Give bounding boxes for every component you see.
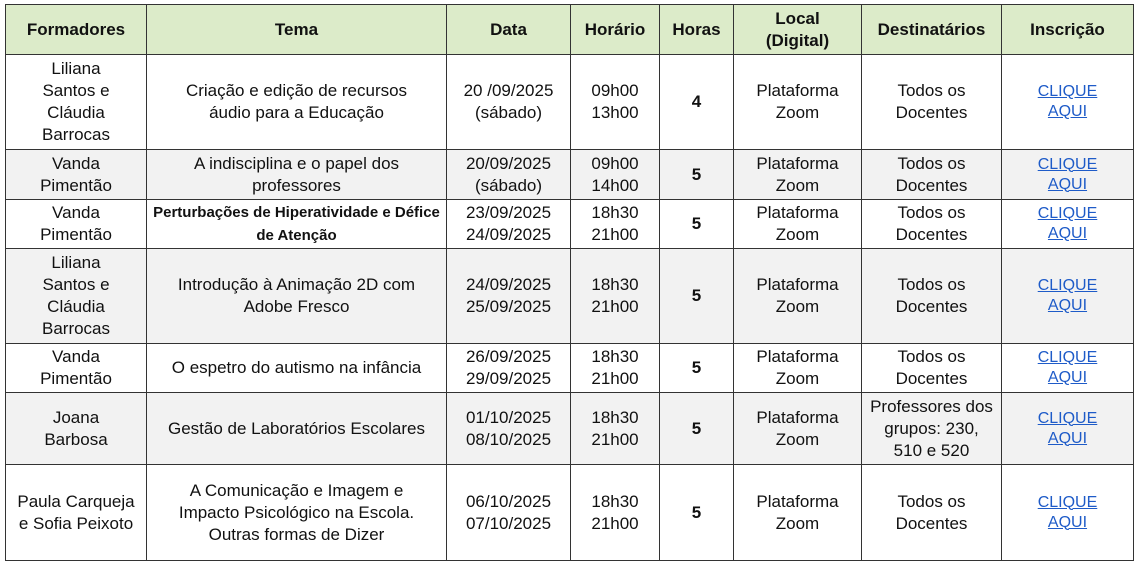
date-cell bbox=[447, 55, 571, 150]
location-cell: Plataforma Zoom bbox=[734, 150, 862, 200]
trainers-cell: Paula Carqueja e Sofia Peixoto bbox=[6, 465, 147, 561]
date-line1: 06/10/2025 bbox=[465, 491, 552, 511]
header-time: Horário bbox=[571, 5, 660, 55]
table-row bbox=[6, 393, 1134, 465]
signup-link[interactable] bbox=[1038, 493, 1098, 533]
time-cell bbox=[571, 465, 660, 561]
header-registration: Inscrição bbox=[1002, 5, 1134, 55]
signup-link-line2: AQUI bbox=[1047, 369, 1088, 386]
audience-cell: Todos os Docentes bbox=[862, 249, 1002, 344]
time-end: 21h00 bbox=[591, 429, 639, 449]
date-cell bbox=[447, 200, 571, 249]
date-line2: 29/09/2025 bbox=[465, 369, 552, 388]
header-audience: Destinatários bbox=[862, 5, 1002, 55]
theme-cell: A indisciplina e o papel dos professores bbox=[147, 150, 447, 200]
date-cell bbox=[447, 150, 571, 200]
theme-text: Perturbações de Hiperatividade e Défice de Atenção bbox=[153, 204, 440, 244]
time-start: 18h30 bbox=[591, 275, 639, 294]
hours-cell: 5 bbox=[660, 200, 734, 249]
time-cell bbox=[571, 55, 660, 150]
registration-cell bbox=[1002, 344, 1134, 393]
time-cell bbox=[571, 150, 660, 200]
time-cell bbox=[571, 249, 660, 344]
header-hours: Horas bbox=[660, 5, 734, 55]
table-row bbox=[6, 150, 1134, 200]
signup-link[interactable] bbox=[1038, 409, 1098, 449]
audience-cell: Todos os Docentes bbox=[862, 200, 1002, 249]
signup-link-line1: CLIQUE bbox=[1037, 409, 1098, 427]
date-line1: 23/09/2025 bbox=[465, 203, 552, 222]
hours-cell: 4 bbox=[660, 55, 734, 150]
header-location bbox=[734, 5, 862, 55]
date-line2: 07/10/2025 bbox=[465, 513, 552, 533]
date-cell bbox=[447, 393, 571, 465]
trainers-cell: Vanda Pimentão bbox=[6, 150, 147, 200]
audience-cell: Todos os Docentes bbox=[862, 55, 1002, 150]
date-cell bbox=[447, 465, 571, 561]
time-start: 18h30 bbox=[591, 407, 639, 427]
signup-link-line1: CLIQUE bbox=[1037, 205, 1098, 222]
header-row bbox=[6, 5, 1134, 55]
time-end: 13h00 bbox=[591, 103, 639, 122]
hours-cell: 5 bbox=[660, 150, 734, 200]
time-start: 09h00 bbox=[591, 153, 639, 173]
theme-cell: Gestão de Laboratórios Escolares bbox=[147, 393, 447, 465]
location-cell: Plataforma Zoom bbox=[734, 344, 862, 393]
audience-cell: Professores dos grupos: 230, 510 e 520 bbox=[862, 393, 1002, 465]
trainers-cell: Vanda Pimentão bbox=[6, 200, 147, 249]
signup-link[interactable] bbox=[1038, 348, 1098, 388]
audience-cell: Todos os Docentes bbox=[862, 344, 1002, 393]
date-line1: 20/09/2025 bbox=[465, 153, 552, 173]
signup-link[interactable] bbox=[1038, 276, 1098, 316]
date-line1: 01/10/2025 bbox=[465, 407, 552, 427]
header-location-line1: Local bbox=[775, 8, 820, 28]
date-line2: 25/09/2025 bbox=[465, 297, 552, 316]
trainers-cell: Joana Barbosa bbox=[6, 393, 147, 465]
signup-link[interactable] bbox=[1038, 155, 1098, 195]
table-row bbox=[6, 249, 1134, 344]
date-line1: 24/09/2025 bbox=[465, 275, 552, 294]
table-row bbox=[6, 200, 1134, 249]
training-schedule-table bbox=[5, 4, 1134, 561]
hours-cell: 5 bbox=[660, 465, 734, 561]
signup-link-line1: CLIQUE bbox=[1037, 83, 1098, 100]
signup-link[interactable] bbox=[1038, 82, 1098, 122]
date-line2: (sábado) bbox=[474, 103, 543, 122]
location-cell: Plataforma Zoom bbox=[734, 465, 862, 561]
audience-cell: Todos os Docentes bbox=[862, 465, 1002, 561]
time-end: 14h00 bbox=[591, 175, 639, 195]
registration-cell bbox=[1002, 249, 1134, 344]
time-start: 18h30 bbox=[591, 203, 639, 222]
time-start: 18h30 bbox=[591, 491, 639, 511]
header-theme: Tema bbox=[147, 5, 447, 55]
date-line2: 08/10/2025 bbox=[465, 429, 552, 449]
time-cell bbox=[571, 200, 660, 249]
header-date: Data bbox=[447, 5, 571, 55]
signup-link-line2: AQUI bbox=[1047, 429, 1088, 447]
signup-link-line1: CLIQUE bbox=[1037, 155, 1098, 173]
date-line2: 24/09/2025 bbox=[465, 225, 552, 244]
date-line2: (sábado) bbox=[474, 175, 543, 195]
time-cell bbox=[571, 344, 660, 393]
signup-link-line1: CLIQUE bbox=[1037, 493, 1098, 511]
trainers-cell: Liliana Santos e Cláudia Barrocas bbox=[6, 55, 147, 150]
trainers-cell: Liliana Santos e Cláudia Barrocas bbox=[6, 249, 147, 344]
trainers-cell: Vanda Pimentão bbox=[6, 344, 147, 393]
signup-link-line2: AQUI bbox=[1047, 175, 1088, 193]
table-row bbox=[6, 465, 1134, 561]
signup-link-line2: AQUI bbox=[1047, 513, 1088, 531]
time-start: 18h30 bbox=[591, 347, 639, 366]
time-cell bbox=[571, 393, 660, 465]
date-cell bbox=[447, 249, 571, 344]
location-cell: Plataforma Zoom bbox=[734, 249, 862, 344]
table-row bbox=[6, 55, 1134, 150]
time-end: 21h00 bbox=[591, 369, 639, 388]
theme-cell: Introdução à Animação 2D com Adobe Fresco bbox=[147, 249, 447, 344]
location-cell: Plataforma Zoom bbox=[734, 393, 862, 465]
signup-link[interactable] bbox=[1038, 204, 1098, 244]
time-end: 21h00 bbox=[591, 513, 639, 533]
time-end: 21h00 bbox=[591, 297, 639, 316]
time-end: 21h00 bbox=[591, 225, 639, 244]
signup-link-line2: AQUI bbox=[1047, 297, 1088, 314]
registration-cell bbox=[1002, 465, 1134, 561]
header-trainers: Formadores bbox=[6, 5, 147, 55]
signup-link-line1: CLIQUE bbox=[1037, 277, 1098, 294]
audience-cell: Todos os Docentes bbox=[862, 150, 1002, 200]
date-cell bbox=[447, 344, 571, 393]
signup-link-line2: AQUI bbox=[1047, 225, 1088, 242]
registration-cell bbox=[1002, 200, 1134, 249]
theme-cell: Criação e edição de recursos áudio para a Educação bbox=[147, 55, 447, 150]
location-cell: Plataforma Zoom bbox=[734, 200, 862, 249]
signup-link-line1: CLIQUE bbox=[1037, 349, 1098, 366]
registration-cell bbox=[1002, 150, 1134, 200]
registration-cell bbox=[1002, 393, 1134, 465]
hours-cell: 5 bbox=[660, 344, 734, 393]
date-line1: 20 /09/2025 bbox=[463, 81, 554, 100]
time-start: 09h00 bbox=[591, 81, 639, 100]
registration-cell bbox=[1002, 55, 1134, 150]
date-line1: 26/09/2025 bbox=[465, 347, 552, 366]
header-location-line2: (Digital) bbox=[765, 30, 830, 50]
hours-cell: 5 bbox=[660, 249, 734, 344]
hours-cell: 5 bbox=[660, 393, 734, 465]
signup-link-line2: AQUI bbox=[1047, 103, 1088, 120]
table-row bbox=[6, 344, 1134, 393]
theme-cell bbox=[147, 200, 447, 249]
theme-cell: O espetro do autismo na infância bbox=[147, 344, 447, 393]
theme-cell: A Comunicação e Imagem e Impacto Psicológico na Escola. Outras formas de Dizer bbox=[147, 465, 447, 561]
location-cell: Plataforma Zoom bbox=[734, 55, 862, 150]
